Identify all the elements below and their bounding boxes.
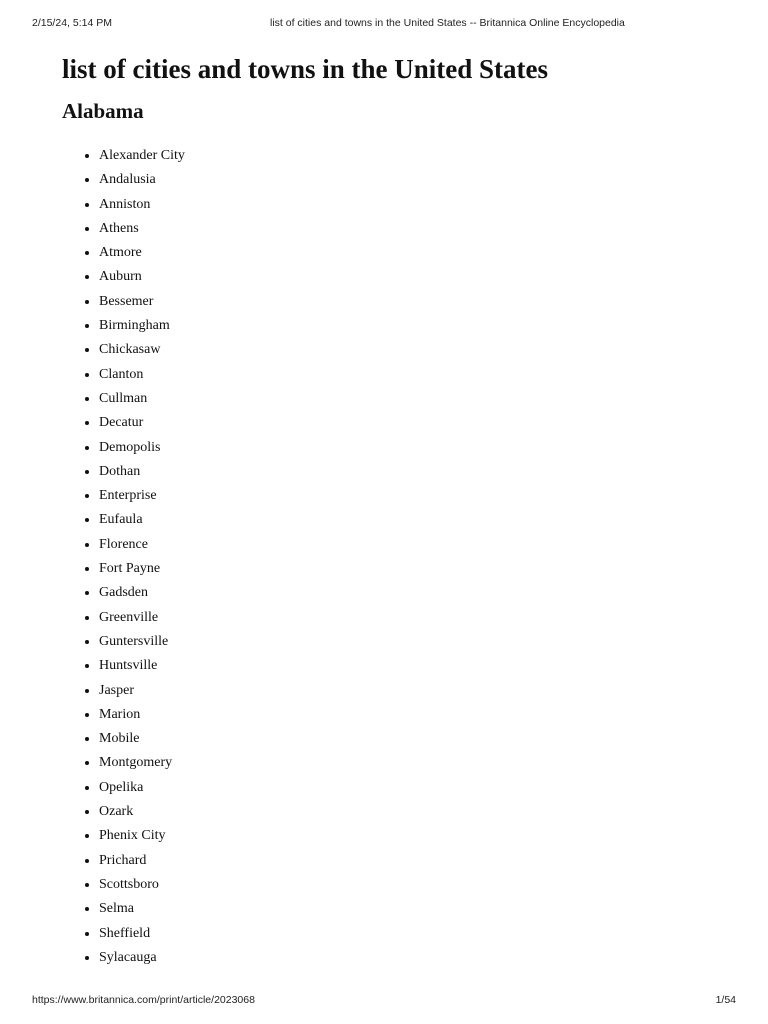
list-item: Dothan bbox=[62, 460, 722, 484]
section-heading-alabama: Alabama bbox=[62, 99, 144, 123]
list-item: Enterprise bbox=[62, 484, 722, 508]
page-indicator: 1/54 bbox=[715, 994, 736, 1006]
list-item: Chickasaw bbox=[62, 338, 722, 362]
list-item: Fort Payne bbox=[62, 557, 722, 581]
list-item: Alexander City bbox=[62, 144, 722, 168]
list-item: Huntsville bbox=[62, 654, 722, 678]
print-url: https://www.britannica.com/print/article/2023068 bbox=[32, 994, 255, 1006]
list-item: Bessemer bbox=[62, 290, 722, 314]
list-item: Guntersville bbox=[62, 630, 722, 654]
list-item: Decatur bbox=[62, 411, 722, 435]
print-header bbox=[0, 17, 768, 31]
list-item: Greenville bbox=[62, 606, 722, 630]
print-footer bbox=[0, 994, 768, 1008]
list-item: Auburn bbox=[62, 265, 722, 289]
list-item: Sylacauga bbox=[62, 946, 722, 970]
list-item: Phenix City bbox=[62, 824, 722, 848]
list-item: Mobile bbox=[62, 727, 722, 751]
list-item: Birmingham bbox=[62, 314, 722, 338]
list-item: Opelika bbox=[62, 776, 722, 800]
list-item: Ozark bbox=[62, 800, 722, 824]
list-item: Gadsden bbox=[62, 581, 722, 605]
list-item: Clanton bbox=[62, 363, 722, 387]
print-page-title: list of cities and towns in the United States -- Britannica Online Encyclopedia bbox=[270, 17, 625, 29]
list-item: Jasper bbox=[62, 679, 722, 703]
list-item: Montgomery bbox=[62, 751, 722, 775]
print-datetime: 2/15/24, 5:14 PM bbox=[32, 17, 112, 29]
list-item: Atmore bbox=[62, 241, 722, 265]
city-list bbox=[62, 144, 722, 970]
list-item: Andalusia bbox=[62, 168, 722, 192]
list-item: Demopolis bbox=[62, 436, 722, 460]
list-item: Scottsboro bbox=[62, 873, 722, 897]
list-item: Cullman bbox=[62, 387, 722, 411]
list-item: Eufaula bbox=[62, 508, 722, 532]
list-item: Selma bbox=[62, 897, 722, 921]
list-item: Athens bbox=[62, 217, 722, 241]
article-content bbox=[62, 50, 722, 970]
list-item: Marion bbox=[62, 703, 722, 727]
list-item: Anniston bbox=[62, 193, 722, 217]
page-title: list of cities and towns in the United States bbox=[62, 54, 549, 84]
list-item: Florence bbox=[62, 533, 722, 557]
list-item: Sheffield bbox=[62, 922, 722, 946]
list-item: Prichard bbox=[62, 849, 722, 873]
